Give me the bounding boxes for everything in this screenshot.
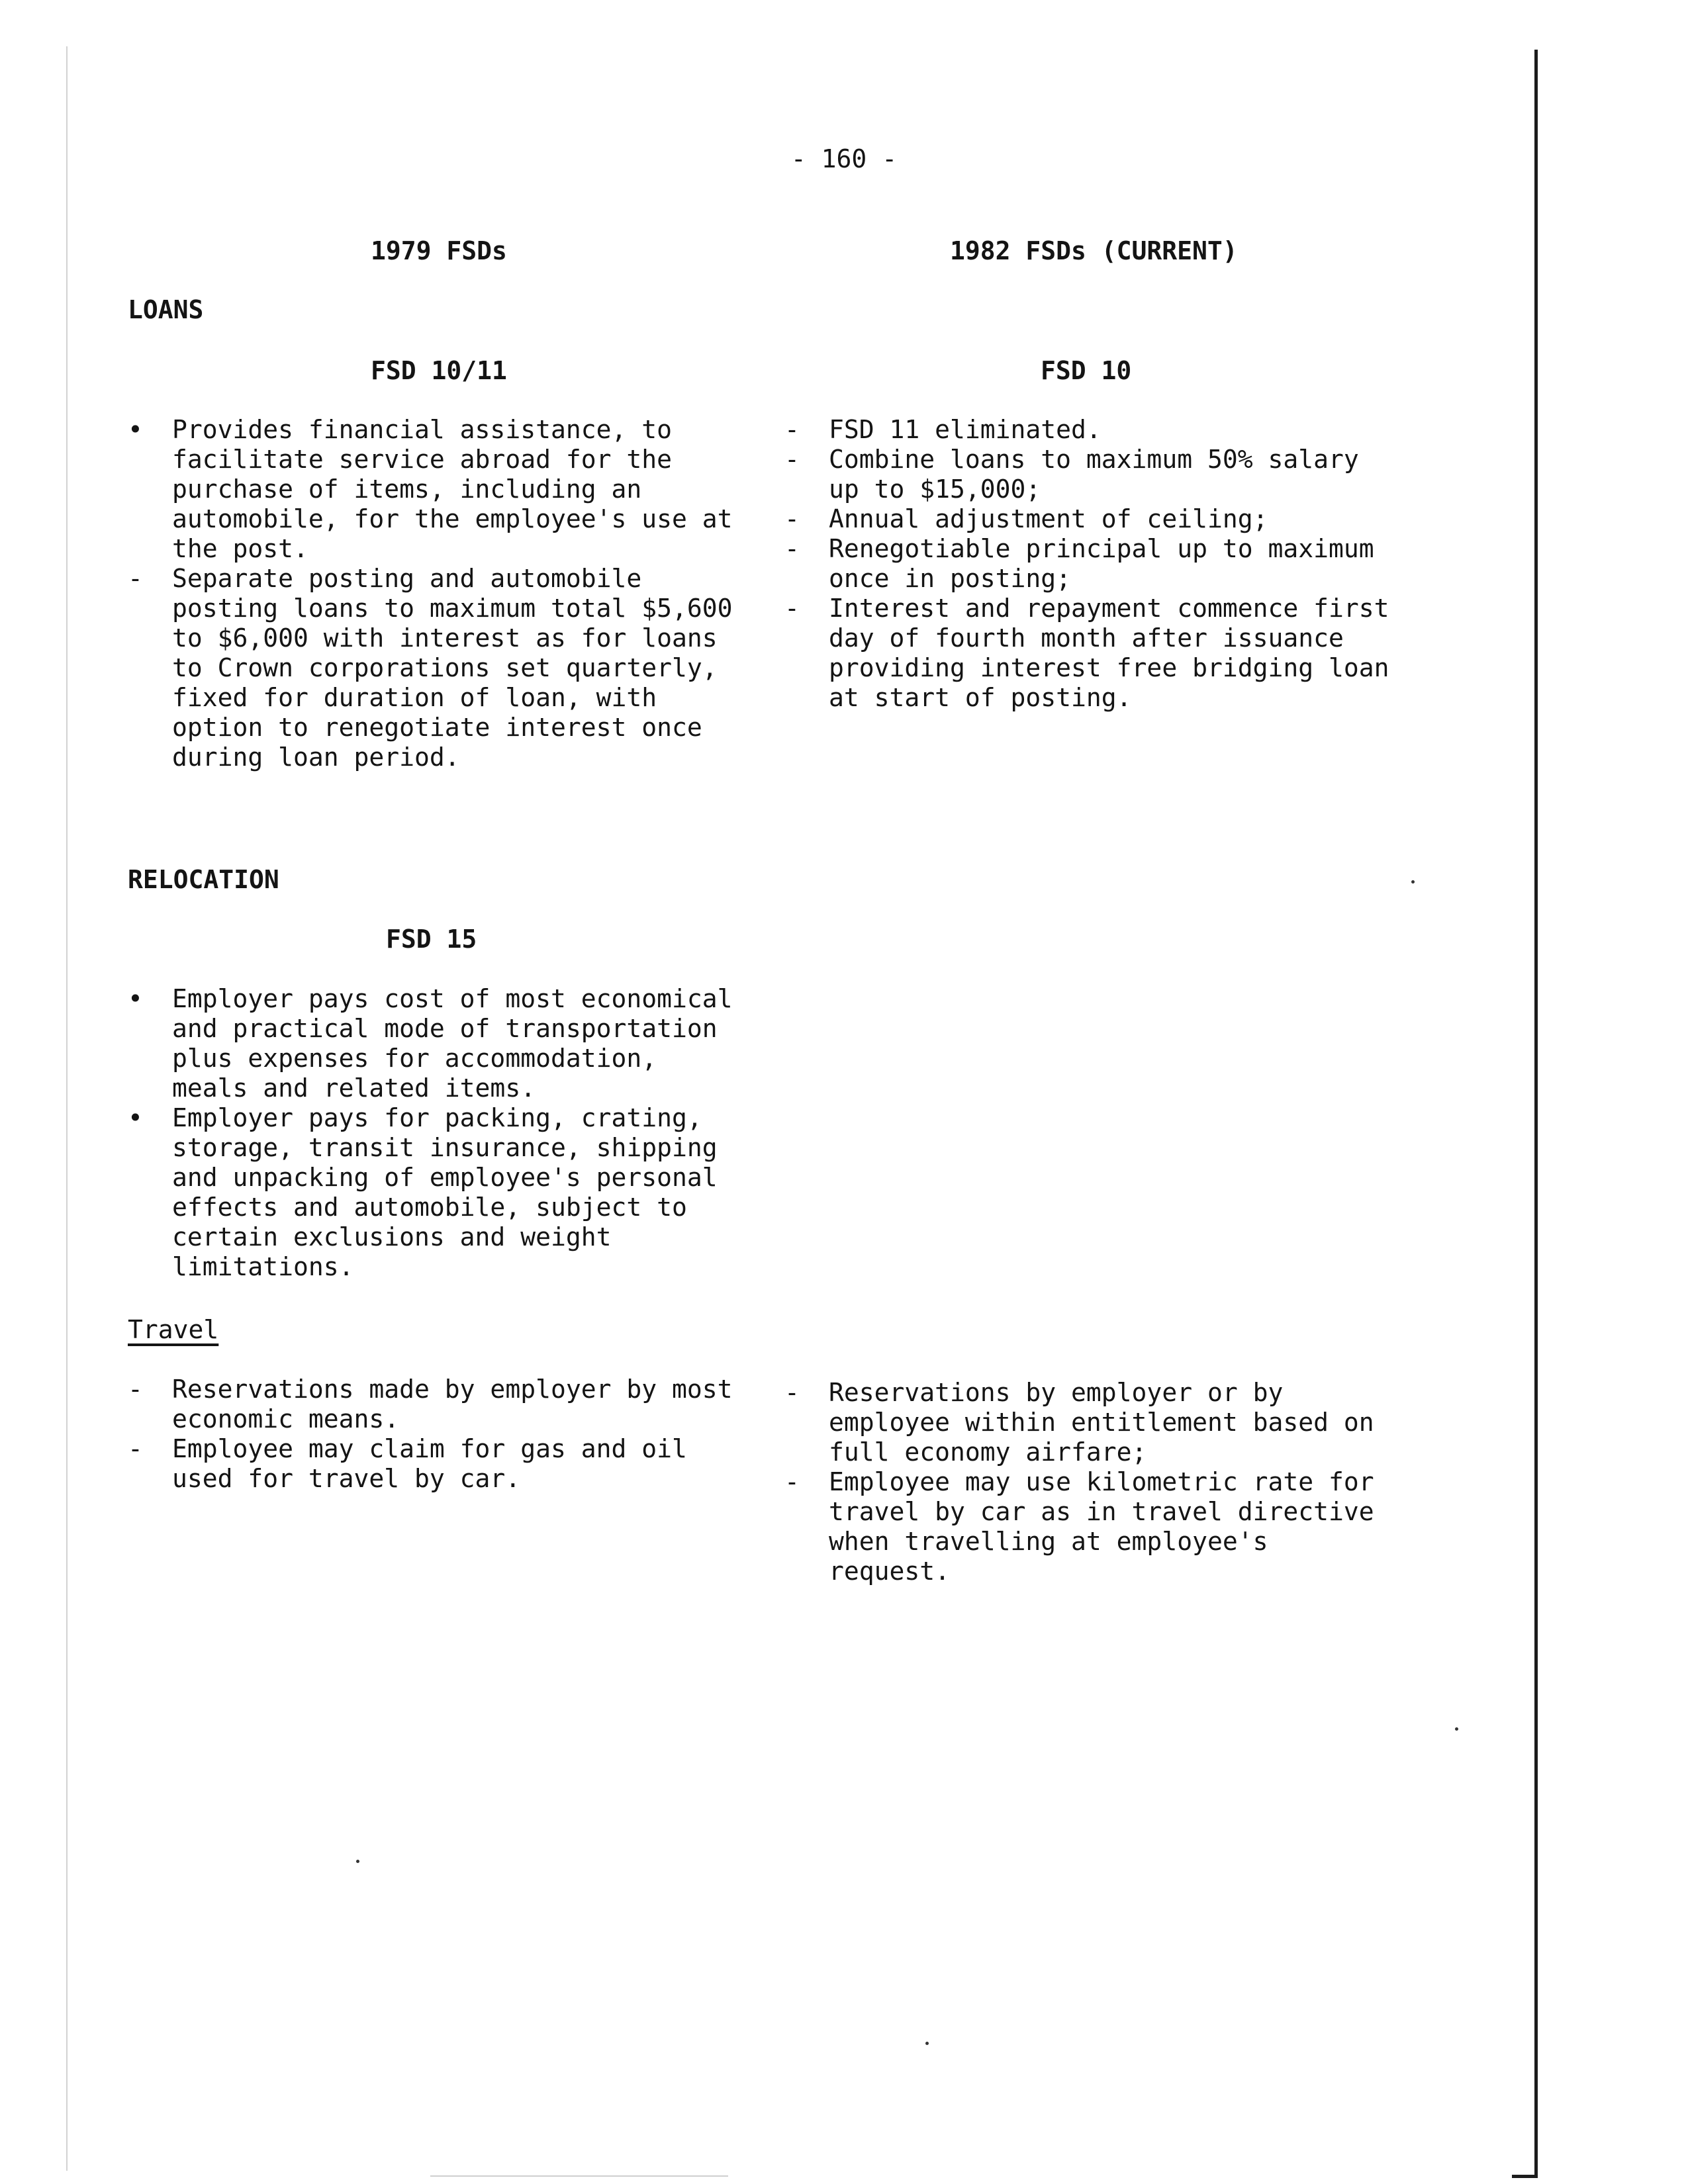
dash-marker: - [784, 415, 800, 444]
scan-speck [356, 1860, 359, 1863]
item-text: Employer pays cost of most economical and practical mode of transportation plus expenses for accommodation, meals and related items. [172, 984, 733, 1103]
item-text: Reservations made by employer by most economic means. [172, 1375, 733, 1433]
scan-edge-bottom [430, 2175, 728, 2177]
item-text: Employer pays for packing, crating, storage, transit insurance, shipping and unpacking of employee's personal effects and automobile, subject to certain exclusions and weight limitations. [172, 1103, 718, 1281]
item-text: Interest and repayment commence first day of fourth month after issuance providing interest free bridging loan at start of posting. [829, 594, 1389, 712]
item-text: Reservations by employer or by employee within entitlement based on full economy airfare; [829, 1378, 1374, 1467]
item-text: Separate posting and automobile posting loans to maximum total $5,600 to $6,000 with interest as for loans to Crown corporations set quarterly, fixed for duration of loan, with option to renegotiate interest once during loan period. [172, 564, 733, 772]
loans-subheading-1979: FSD 10/11 [371, 356, 507, 385]
scan-speck [1455, 1727, 1458, 1731]
item-text: Renegotiable principal up to maximum once in posting; [829, 534, 1374, 593]
dash-marker: - [784, 1378, 800, 1407]
scan-edge-right-foot [1512, 2175, 1537, 2178]
page-number: - 160 - [790, 144, 898, 173]
section-heading-loans: LOANS [128, 295, 204, 324]
column-header-1979: 1979 FSDs [371, 236, 507, 265]
loans-subheading-1982: FSD 10 [1041, 356, 1132, 385]
bullet-marker: • [128, 984, 143, 1013]
item-text: Combine loans to maximum 50% salary up to $15,000; [829, 445, 1359, 504]
item-text: FSD 11 eliminated. [829, 415, 1102, 444]
section-heading-relocation: RELOCATION [128, 865, 279, 894]
dash-marker: - [784, 534, 800, 563]
scan-speck [1411, 880, 1415, 884]
dash-marker: - [128, 1375, 143, 1404]
dash-marker: - [784, 594, 800, 623]
item-text: Employee may use kilometric rate for travel by car as in travel directive when travelling at employee's request. [829, 1467, 1374, 1586]
bullet-marker: • [128, 415, 143, 444]
scan-edge-left [66, 46, 68, 2171]
dash-marker: - [128, 564, 143, 593]
subsection-heading-travel: Travel [128, 1315, 219, 1344]
dash-marker: - [784, 1467, 800, 1496]
item-text: Employee may claim for gas and oil used for travel by car. [172, 1434, 687, 1493]
relocation-subheading-1979: FSD 15 [386, 925, 477, 954]
dash-marker: - [784, 504, 800, 533]
item-text: Provides financial assistance, to facilitate service abroad for the purchase of items, including an automobile, for the employee's use at the post. [172, 415, 733, 563]
scan-edge-right [1534, 50, 1538, 2178]
dash-marker: - [128, 1434, 143, 1463]
dash-marker: - [784, 445, 800, 474]
column-header-1982: 1982 FSDs (CURRENT) [950, 236, 1238, 265]
bullet-marker: • [128, 1103, 143, 1132]
item-text: Annual adjustment of ceiling; [829, 504, 1268, 533]
scan-speck [925, 2042, 929, 2045]
